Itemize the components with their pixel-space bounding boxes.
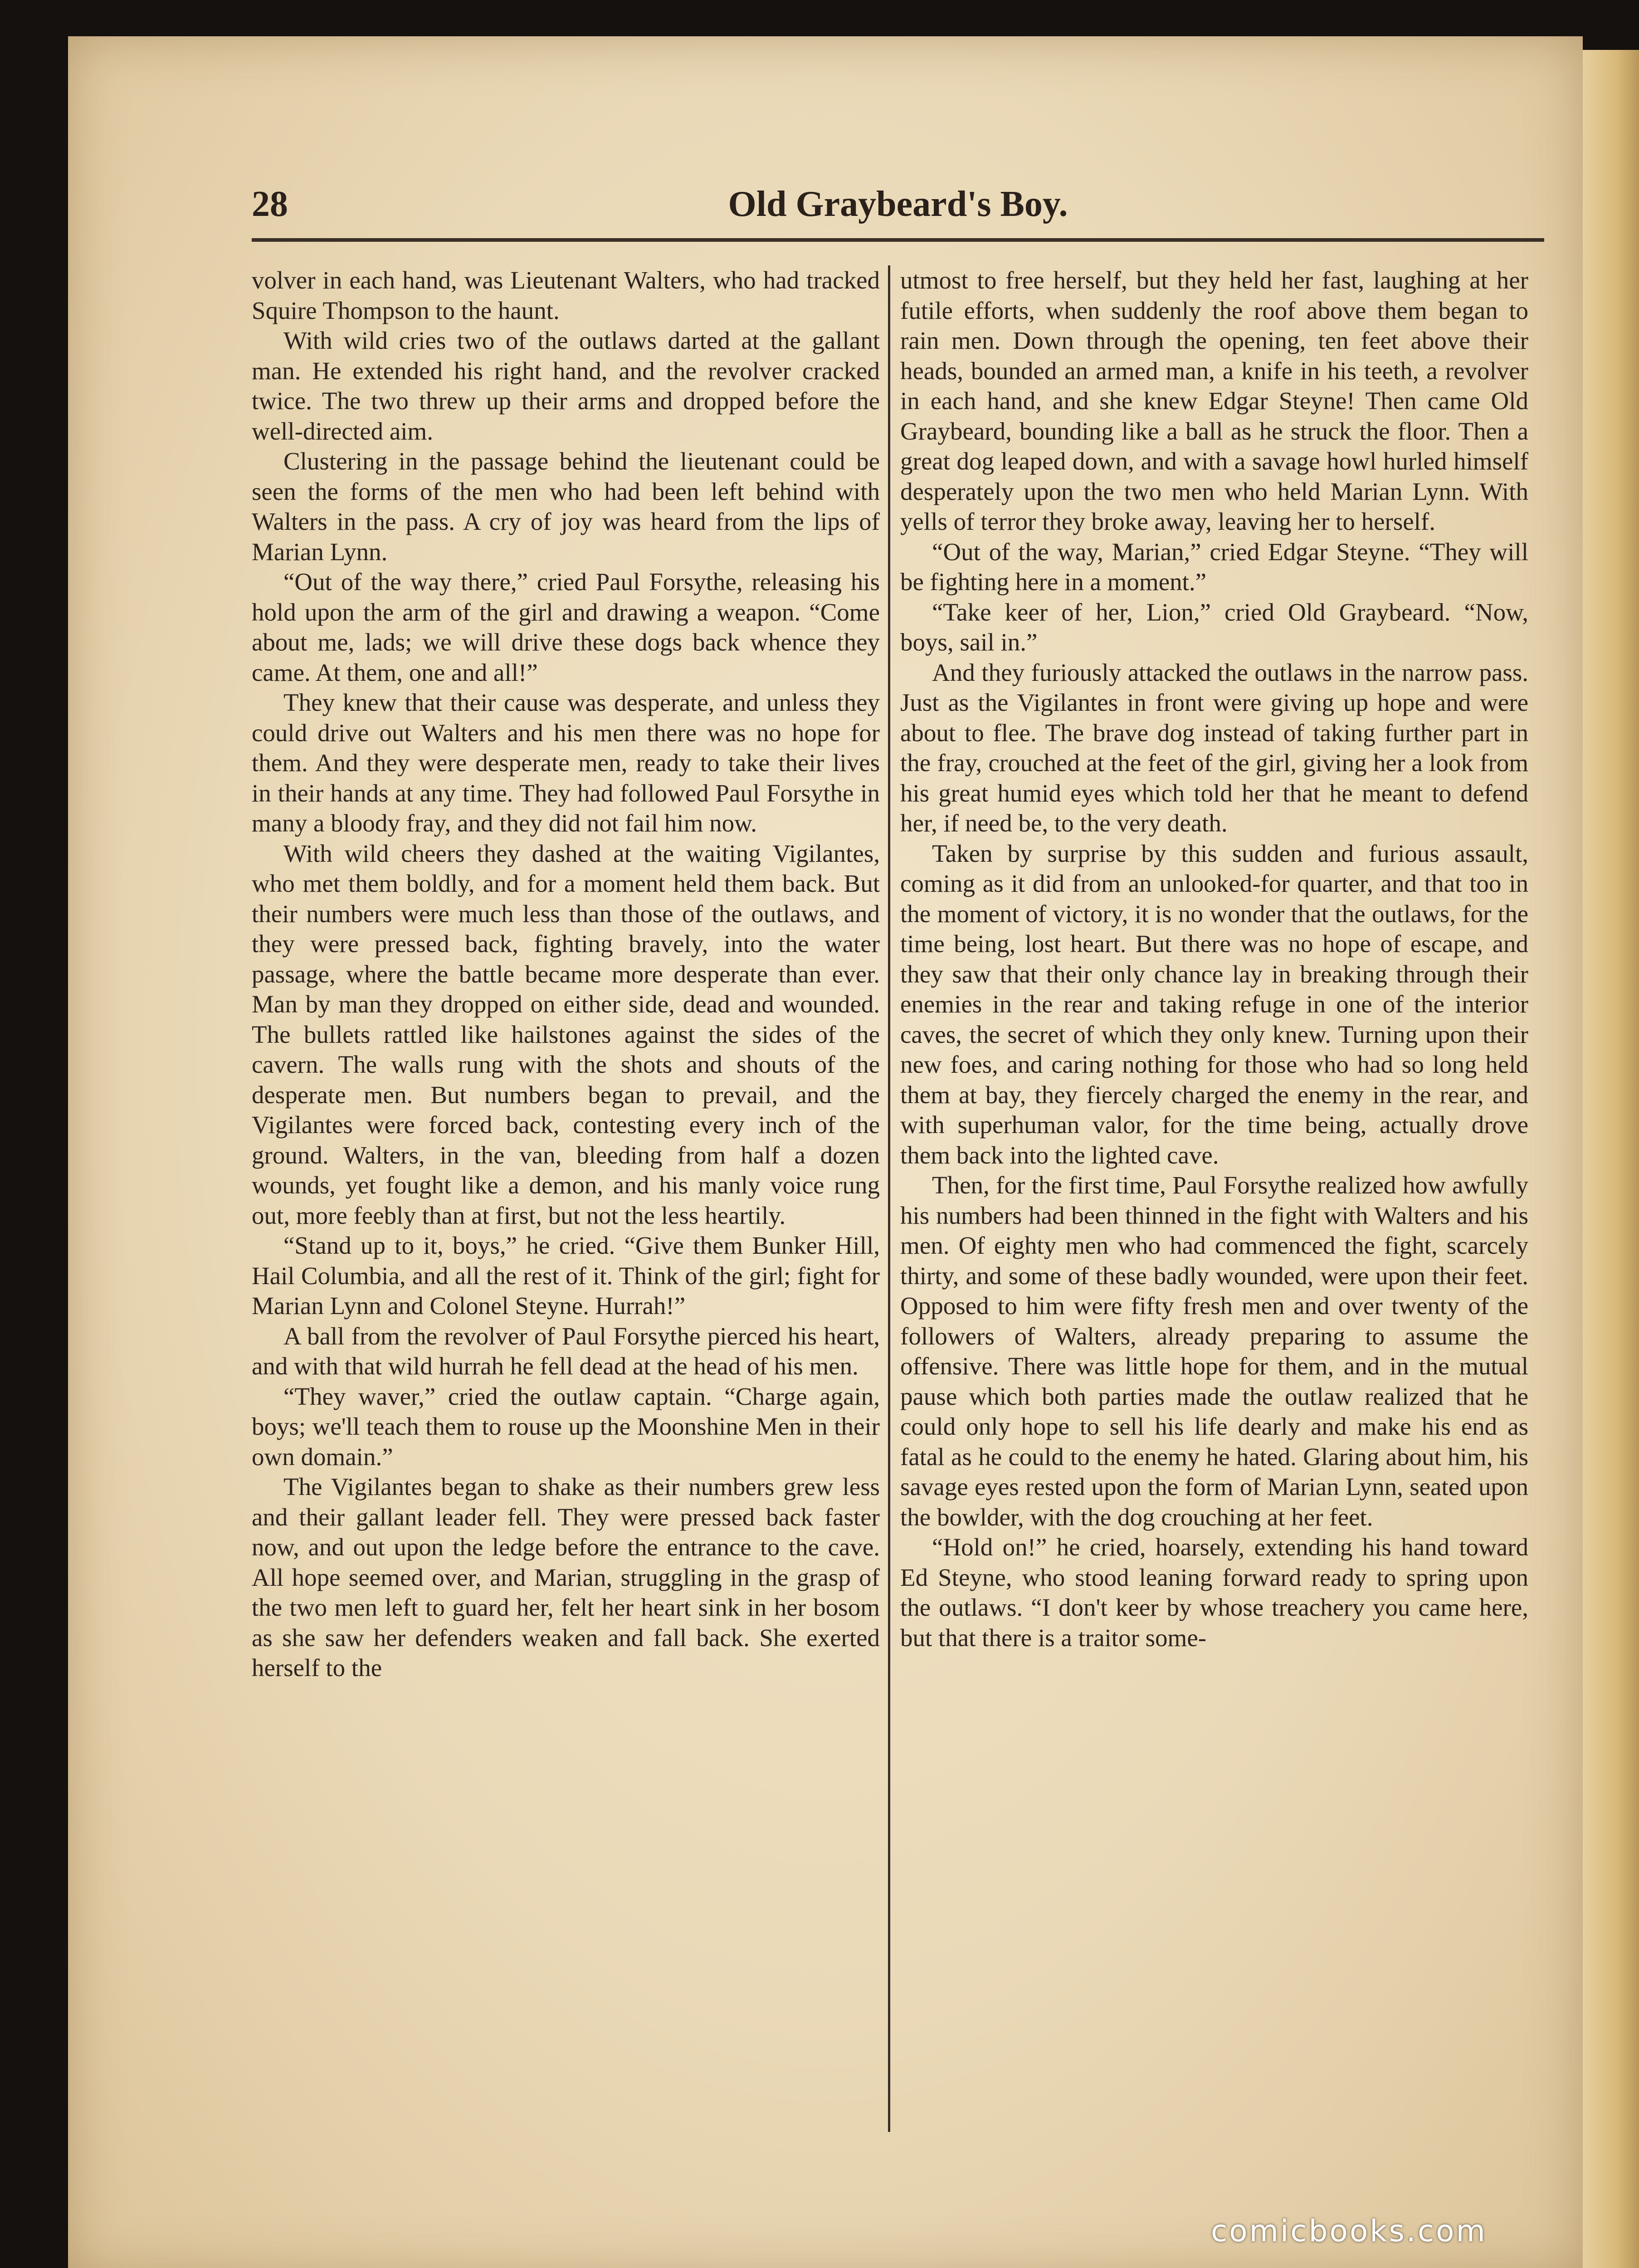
text-column-right: [900, 265, 1528, 2148]
page-number: 28: [252, 184, 288, 224]
paragraph: utmost to free herself, but they held her fast, laughing at her futile efforts, when suddenly the roof above them began to rain men. Down through the opening, ten feet above their heads, bounded an armed man, a knife in his teeth, a revolver in each hand, and she knew Edgar Steyne! Then came Old Graybeard, bounding like a ball as he struck the floor. Then a great dog leaped down, and with a savage howl hurled himself desperately upon the two men who held Marian Lynn. With yells of terror they broke away, leaving her to herself.: [900, 266, 1528, 535]
paragraph: “Out of the way, Marian,” cried Edgar Steyne. “They will be fighting here in a moment.”: [900, 538, 1528, 596]
text-column-left: [252, 265, 880, 2148]
paragraph: “Stand up to it, boys,” he cried. “Give them Bunker Hill, Hail Columbia, and all the rest of it. Think of the girl; fight for Marian Lynn and Colonel Steyne. Hurrah!”: [252, 1232, 880, 1320]
adjacent-page-edge: [1583, 50, 1639, 2268]
paragraph: “They waver,” cried the outlaw captain. “Charge again, boys; we'll teach them to rouse up the Moonshine Men in their own domain.”: [252, 1382, 880, 1471]
paragraph: “Take keer of her, Lion,” cried Old Graybeard. “Now, boys, sail in.”: [900, 598, 1528, 656]
paragraph: With wild cries two of the outlaws darted at the gallant man. He extended his right hand, and the revolver cracked twice. The two threw up their arms and dropped before the well-directed aim.: [252, 327, 880, 445]
column-divider: [888, 265, 890, 2132]
paragraph: The Vigilantes began to shake as their numbers grew less and their gallant leader fell. They were pressed back faster now, and out upon the ledge before the entrance to the cave. All hope seemed over, and Marian, struggling in the grasp of the two men left to guard her, felt her heart sink in her bosom as she saw her defenders weaken and fall back. She exerted herself to the: [252, 1473, 880, 1681]
paragraph: And they furiously attacked the outlaws in the narrow pass. Just as the Vigilantes in front were giving up hope and were about to flee. The brave dog instead of taking further part in the fray, crouched at the feet of the girl, giving her a look from his great humid eyes which told her that he meant to defend her, if need be, to the very death.: [900, 658, 1528, 837]
paragraph: volver in each hand, was Lieutenant Walters, who had tracked Squire Thompson to the haunt.: [252, 266, 880, 324]
paragraph: Then, for the first time, Paul Forsythe realized how awfully his numbers had been thinned in the fight with Walters and his men. Of eighty men who had commenced the fight, scarcely thirty, and some of these badly wounded, were upon their feet. Opposed to him were fifty fresh men and over twenty of the followers of Walters, already preparing to assume the offensive. There was little hope for them, and in the mutual pause which both parties made the outlaw realized that he could only hope to sell his life dearly and make his end as fatal as he could to the enemy he hated. Glaring about him, his savage eyes rested upon the form of Marian Lynn, seated upon the bowlder, with the dog crouching at her feet.: [900, 1171, 1528, 1531]
paragraph: Clustering in the passage behind the lieutenant could be seen the forms of the men who had been left behind with Walters in the pass. A cry of joy was heard from the lips of Marian Lynn.: [252, 447, 880, 566]
page-header: [252, 175, 1544, 242]
paragraph: Taken by surprise by this sudden and furious assault, coming as it did from an unlooked-for quarter, and that too in the moment of victory, it is no wonder that the outlaws, for the time being, lost heart. But there was no hope of escape, and they saw that their only chance lay in breaking through their enemies in the rear and taking refuge in one of the interior caves, the secret of which they only knew. Turning upon their new foes, and caring nothing for those who had so long held them at bay, they fiercely charged the enemy in the rear, and with superhuman valor, for the time being, actually drove them back into the lighted cave.: [900, 839, 1528, 1169]
paragraph: “Hold on!” he cried, hoarsely, extending his hand toward Ed Steyne, who stood leaning forward ready to spring upon the outlaws. “I don't keer by whose treachery you came here, but that there is a traitor some-: [900, 1533, 1528, 1652]
paragraph: A ball from the revolver of Paul Forsythe pierced his heart, and with that wild hurrah he fell dead at the head of his men.: [252, 1322, 880, 1380]
paragraph: “Out of the way there,” cried Paul Forsythe, releasing his hold upon the arm of the girl and drawing a weapon. “Come about me, lads; we will drive these dogs back whence they came. At them, one and all!”: [252, 568, 880, 686]
page-title: Old Graybeard's Boy.: [728, 184, 1068, 224]
watermark: comicbooks.com: [1211, 2214, 1487, 2248]
paragraph: They knew that their cause was desperate, and unless they could drive out Walters and his men there was no hope for them. And they were desperate men, ready to take their lives in their hands at any time. They had followed Paul Forsythe in many a bloody fray, and they did not fail him now.: [252, 689, 880, 837]
paragraph: With wild cheers they dashed at the waiting Vigilantes, who met them boldly, and for a moment held them back. But their numbers were much less than those of the outlaws, and they were pressed back, fighting bravely, into the water passage, where the battle became more desperate than ever. Man by man they dropped on either side, dead and wounded. The bullets rattled like hailstones against the sides of the cavern. The walls rung with the shots and shouts of the desperate men. But numbers began to prevail, and the Vigilantes were forced back, contesting every inch of the ground. Walters, in the van, bleeding from half a dozen wounds, yet fought like a demon, and his manly voice rung out, more feebly than at first, but not the less heartily.: [252, 839, 880, 1229]
